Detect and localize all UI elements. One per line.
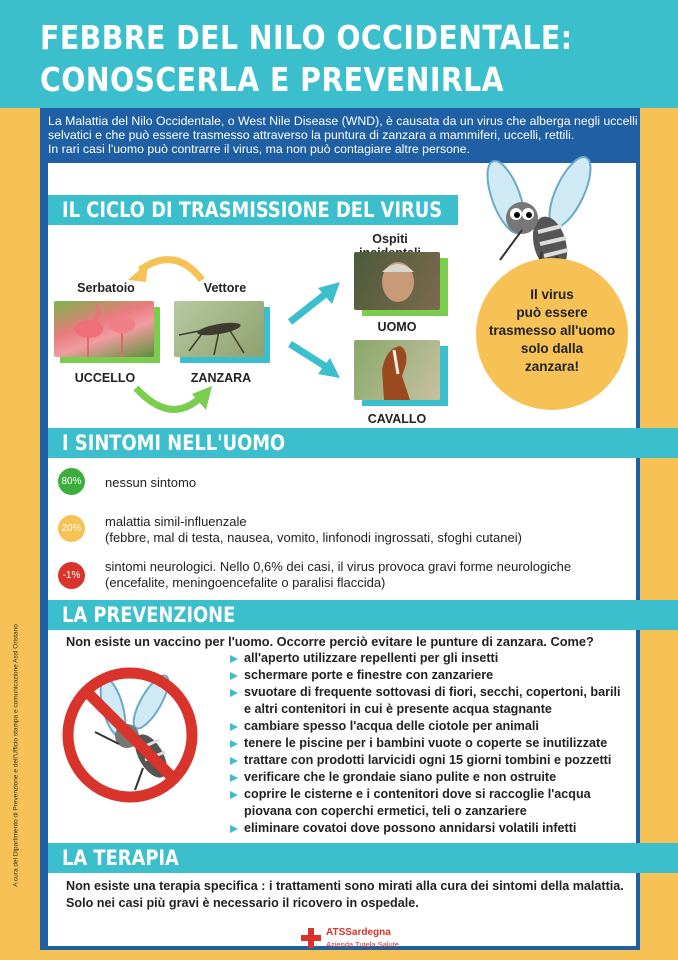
vector-label: Vettore [203, 281, 247, 295]
symptom-detail: (febbre, mal di testa, nausea, vomito, linfonodi ingrossati, sfoghi cutanei) [105, 530, 522, 545]
symptom-detail: (encefalite, meningoencefalite o paralisi flaccida) [105, 575, 386, 590]
mosquito-icon [174, 301, 264, 357]
no-mosquito-icon [55, 660, 205, 810]
symptom-text: malattia simil-influenzale [105, 514, 247, 529]
list-item: verificare che le grondaie siano pulite e non ostruite [230, 769, 630, 786]
section-title-symptoms: I SINTOMI NELL'UOMO [48, 428, 678, 458]
therapy-text: Non esiste una terapia specifica : i trattamenti sono mirati alla cura dei sintomi della malattia. [66, 879, 624, 893]
hosts-label: Ospiti [372, 232, 408, 246]
flamingo-icon [54, 301, 154, 357]
section-title-therapy: LA TERAPIA [48, 843, 678, 873]
reservoir-label: Serbatoio [77, 281, 135, 295]
ats-logo-name: ATSSardegna [326, 927, 391, 938]
page-title-line1: FEBBRE DEL NILO OCCIDENTALE: [40, 18, 573, 57]
bubble-line: può essere [516, 305, 588, 320]
intro-note: In rari casi l'uomo può contrarre il virus, ma non può contagiare altre persone. [48, 142, 471, 156]
list-item: schermare porte e finestre con zanzariere [230, 667, 630, 684]
prevention-intro: Non esiste un vaccino per l'uomo. Occorre perciò evitare le punture di zanzara. Come? [66, 634, 594, 649]
list-item: coprire le cisterne e i contenitori dove si raccoglie l'acqua piovana con coperchi ermetici, teli o zanzariere [230, 786, 630, 820]
man-face-icon [354, 252, 440, 310]
intro-paragraph: La Malattia del Nilo Occidentale, o West Nile Disease (WND), è causata da un virus che alberga negli uccelli selvatici e che può essere trasmesso attraverso la puntura di zanzara a mammiferi, uccelli, rettili. [48, 114, 638, 142]
host1-name: UOMO [377, 320, 417, 334]
page-title-line2: CONOSCERLA E PREVENIRLA [40, 60, 505, 99]
arrow-curve-bottom [130, 380, 230, 425]
host2-name: CAVALLO [367, 412, 427, 426]
symptom-text: nessun sintomo [105, 475, 197, 490]
prevention-list [230, 650, 630, 837]
badge-80: 80% [58, 468, 85, 495]
list-item: trattare con prodotti larvicidi ogni 15 giorni tombini e pozzetti [230, 752, 630, 769]
bubble-line: trasmesso all'uomo [488, 323, 616, 338]
badge-20: 20% [58, 515, 85, 542]
man-photo [354, 252, 440, 310]
section-title-prevention: LA PREVENZIONE [48, 600, 678, 630]
vector-name: ZANZARA [190, 371, 252, 385]
bubble-line: Il virus [530, 287, 574, 302]
mosquito-photo [174, 301, 264, 357]
list-item: tenere le piscine per i bambini vuote o coperte se inutilizzate [230, 735, 630, 752]
list-item: eliminare covatoi dove possono annidarsi volatili infetti [230, 820, 630, 837]
list-item: svuotare di frequente sottovasi di fiori, secchi, copertoni, barili e altri contenitori in cui è presente acqua stagnante [230, 684, 630, 718]
arrows-to-hosts [282, 278, 352, 388]
bubble-line: solo dalla [520, 341, 584, 356]
reservoir-name: UCCELLO [74, 371, 136, 385]
symptom-text: sintomi neurologici. Nello 0,6% dei casi, il virus provoca gravi forme neurologiche [105, 559, 572, 574]
list-item: all'aperto utilizzare repellenti per gli insetti [230, 650, 630, 667]
section-title-cycle: IL CICLO DI TRASMISSIONE DEL VIRUS [48, 195, 458, 225]
credit-vertical: A cura del Dipartimento di Prevenzione e dell'Ufficio stampa e comunicazione Assl Oristano [12, 624, 20, 887]
warning-bubble [476, 258, 628, 410]
horse-photo [354, 340, 440, 400]
bubble-line: zanzara! [524, 359, 580, 374]
horse-icon [354, 340, 440, 400]
list-item: cambiare spesso l'acqua delle ciotole per animali [230, 718, 630, 735]
therapy-note: Solo nei casi più gravi è necessario il ricovero in ospedale. [66, 896, 419, 910]
ats-logo-subtitle: Azienda Tutela Salute [326, 940, 399, 949]
flamingo-photo [54, 301, 154, 357]
ats-logo-icon [300, 926, 322, 950]
badge-1: -1% [58, 562, 85, 589]
